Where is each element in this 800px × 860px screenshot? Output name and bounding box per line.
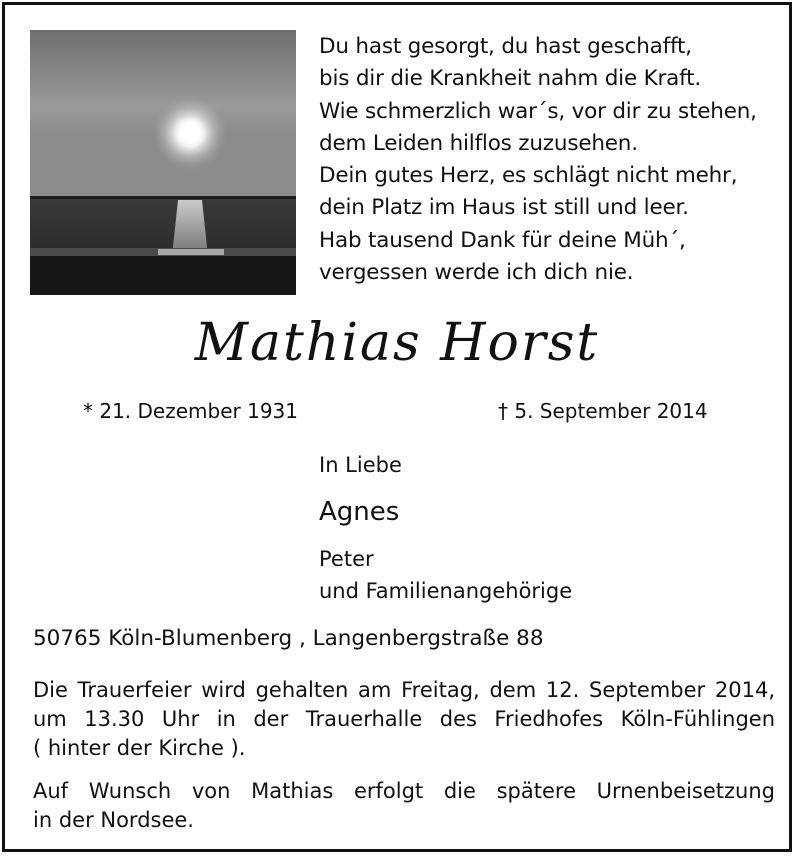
funeral-line: um 13.30 Uhr in der Trauerhalle des Friedhofes Köln-Fühlingen bbox=[33, 707, 775, 731]
funeral-info bbox=[33, 676, 775, 763]
obituary-notice bbox=[2, 2, 792, 852]
mourner-primary: Agnes bbox=[319, 497, 400, 527]
poem-line: dein Platz im Haus ist still und leer. bbox=[319, 195, 689, 221]
sunset-sea-photo bbox=[30, 30, 296, 295]
burial-line: Auf Wunsch von Mathias erfolgt die spätere Urnenbeisetzung bbox=[33, 779, 775, 803]
funeral-line: Die Trauerfeier wird gehalten am Freitag, dem 12. September 2014, bbox=[33, 678, 775, 702]
death-date: † 5. September 2014 bbox=[498, 399, 708, 423]
mourner-family: und Familienangehörige bbox=[319, 579, 573, 603]
birth-date: * 21. Dezember 1931 bbox=[83, 399, 298, 423]
burial-info bbox=[33, 777, 775, 835]
mourners-intro: In Liebe bbox=[319, 453, 402, 477]
poem-line: dem Leiden hilflos zuzusehen. bbox=[319, 130, 638, 156]
poem-line: vergessen werde ich dich nie. bbox=[319, 260, 634, 286]
poem-line: Dein gutes Herz, es schlägt nicht mehr, bbox=[319, 163, 738, 189]
poem-line: Du hast gesorgt, du hast geschafft, bbox=[319, 34, 692, 59]
family-address: 50765 Köln-Blumenberg , Langenbergstraße 88 bbox=[33, 626, 544, 651]
poem-line: Hab tausend Dank für deine Müh´, bbox=[319, 227, 686, 253]
poem-line: bis dir die Krankheit nahm die Kraft. bbox=[319, 66, 701, 92]
burial-line: in der Nordsee. bbox=[33, 808, 194, 832]
mourner-secondary: Peter bbox=[319, 547, 374, 571]
poem-line: Wie schmerzlich war´s, vor dir zu stehen, bbox=[319, 98, 757, 124]
memorial-poem bbox=[319, 31, 789, 289]
deceased-name: Mathias Horst bbox=[194, 313, 600, 373]
funeral-line: ( hinter der Kirche ). bbox=[33, 736, 246, 760]
